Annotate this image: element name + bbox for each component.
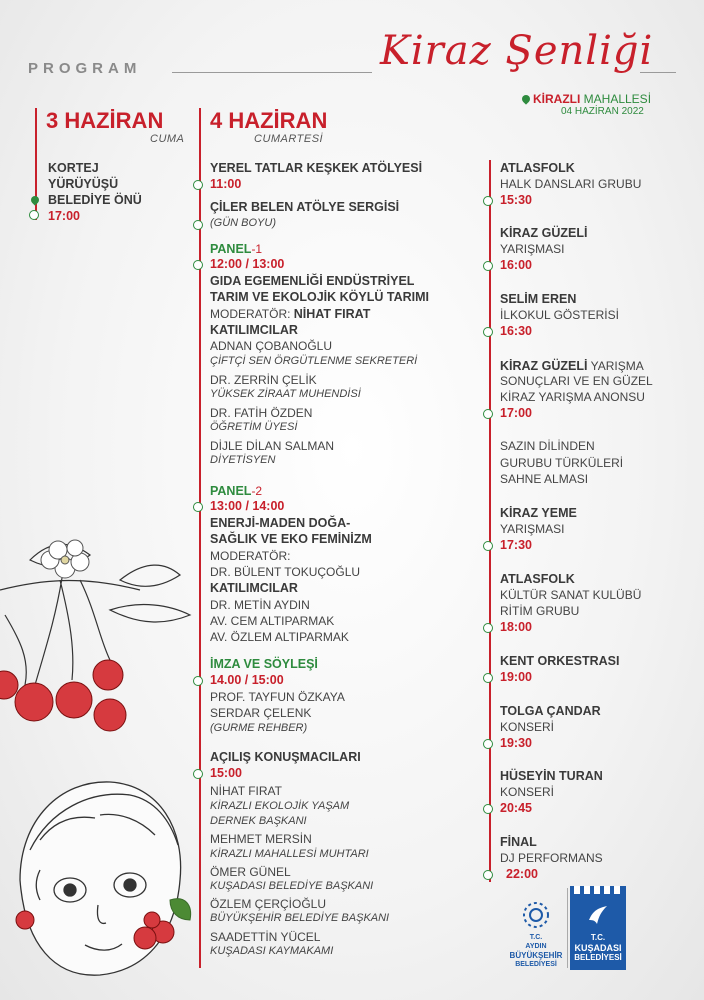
castle-battlement-icon <box>574 886 622 894</box>
day1-weekday: CUMA <box>150 133 185 145</box>
clock-icon <box>193 180 203 190</box>
right-column: ATLASFOLK HALK DANSLARI GRUBU 15:30 KİRAZ GÜZELİ YARIŞMASI 16:00 SELİM EREN İLKOKUL GÖSTERİSİ 16:30 KİRAZ GÜZELİ YARIŞMA SONUÇLARI VE EN GÜZEL KİRAZ YARIŞMA ANONSU 17:00 SAZIN DİLİNDEN GURUBU TÜRKÜLERİ SAHNE ALMASI KİRAZ YEME YARIŞMASI 17:30 ATLASFOLK KÜLTÜR SANAT KULÜBÜ RİTİM GRUBU 18:00 KENT ORKESTRASI 19:00 TOLGA ÇANDAR KONSERİ 19:30 HÜSEYİN TURAN KONSERİ 20:45 FİNAL DJ PERFORMANS 22:00 <box>500 161 653 881</box>
logo-divider <box>567 888 568 968</box>
day2-title: 4 HAZİRAN <box>210 108 328 133</box>
aydin-buyuksehir-logo: T.C. AYDIN BÜYÜKŞEHİR BELEDİYESİ <box>506 900 566 969</box>
clock-icon <box>483 804 493 814</box>
clock-icon <box>483 870 493 880</box>
bird-emblem-icon <box>583 900 613 930</box>
location-pin-icon <box>29 194 40 205</box>
clock-icon <box>483 541 493 551</box>
day1-title: 3 HAZİRAN <box>46 108 164 133</box>
cherry-branch-illustration <box>0 520 195 750</box>
clock-icon <box>483 409 493 419</box>
day1-event: KORTEJ YÜRÜYÜŞÜ BELEDİYE ÖNÜ 17:00 <box>48 161 142 223</box>
day2-timeline <box>199 108 201 968</box>
program-label: PROGRAM <box>28 60 142 77</box>
clock-icon <box>483 327 493 337</box>
child-drawing-illustration <box>0 760 195 1000</box>
clock-icon <box>483 261 493 271</box>
clock-icon <box>483 673 493 683</box>
clock-icon <box>483 623 493 633</box>
clock-icon <box>29 210 39 220</box>
clock-icon <box>483 196 493 206</box>
event-date: 04 HAZİRAN 2022 <box>561 106 644 117</box>
venue: KİRAZLI MAHALLESİ <box>522 92 651 106</box>
sun-emblem-icon <box>519 900 553 930</box>
clock-icon <box>193 502 203 512</box>
day2-weekday: CUMARTESİ <box>254 133 324 145</box>
clock-icon <box>483 739 493 749</box>
middle-column: YEREL TATLAR KEŞKEK ATÖLYESİ 11:00 ÇİLER BELEN ATÖLYE SERGİSİ (GÜN BOYU) PANEL-1 12:00 / 13:00 GIDA EGEMENLİĞİ ENDÜSTRİYEL TARIM VE EKOLOJİK KÖYLÜ TARIMI MODERATÖR: NİHAT FIRAT KATILIMCILAR ADNAN ÇOBANOĞLU ÇİFTÇİ SEN ÖRGÜTLENME SEKRETERİ DR. ZERRİN ÇELİK YÜKSEK ZİRAAT MUHENDİSİ DR. FATİH ÖZDEN ÖĞRETİM ÜYESİ DİJLE DİLAN SALMAN DİYETİSYEN PANEL-2 13:00 / 14:00 ENERJİ-MADEN DOĞA- SAĞLIK VE EKO FEMİNİZM MODERATÖR: DR. BÜLENT TOKUÇOĞLU KATILIMCILAR DR. METİN AYDIN AV. CEM ALTIPARMAK AV. ÖZLEM ALTIPARMAK İMZA VE SÖYLEŞİ 14.00 / 15:00 PROF. TAYFUN ÖZKAYA SERDAR ÇELENK (GURME REHBER) AÇILIŞ KONUŞMACILARI 15:00 NİHAT FIRAT KİRAZLI EKOLOJİK YAŞAM DERNEK BAŞKANI MEHMET MERSİN KİRAZLI MAHALLESİ MUHTARI ÖMER GÜNEL KUŞADASI BELEDİYE BAŞKANI ÖZLEM ÇERÇİOĞLU BÜYÜKŞEHİR BELEDİYE BAŞKANI SAADETTİN YÜCEL KUŞADASI KAYMAKAMI <box>210 161 429 957</box>
kusadasi-belediye-logo: T.C. KUŞADASI BELEDİYESİ <box>570 886 626 970</box>
festival-title: Kiraz Şenliği <box>380 28 654 74</box>
clock-icon <box>193 260 203 270</box>
clock-icon <box>193 220 203 230</box>
